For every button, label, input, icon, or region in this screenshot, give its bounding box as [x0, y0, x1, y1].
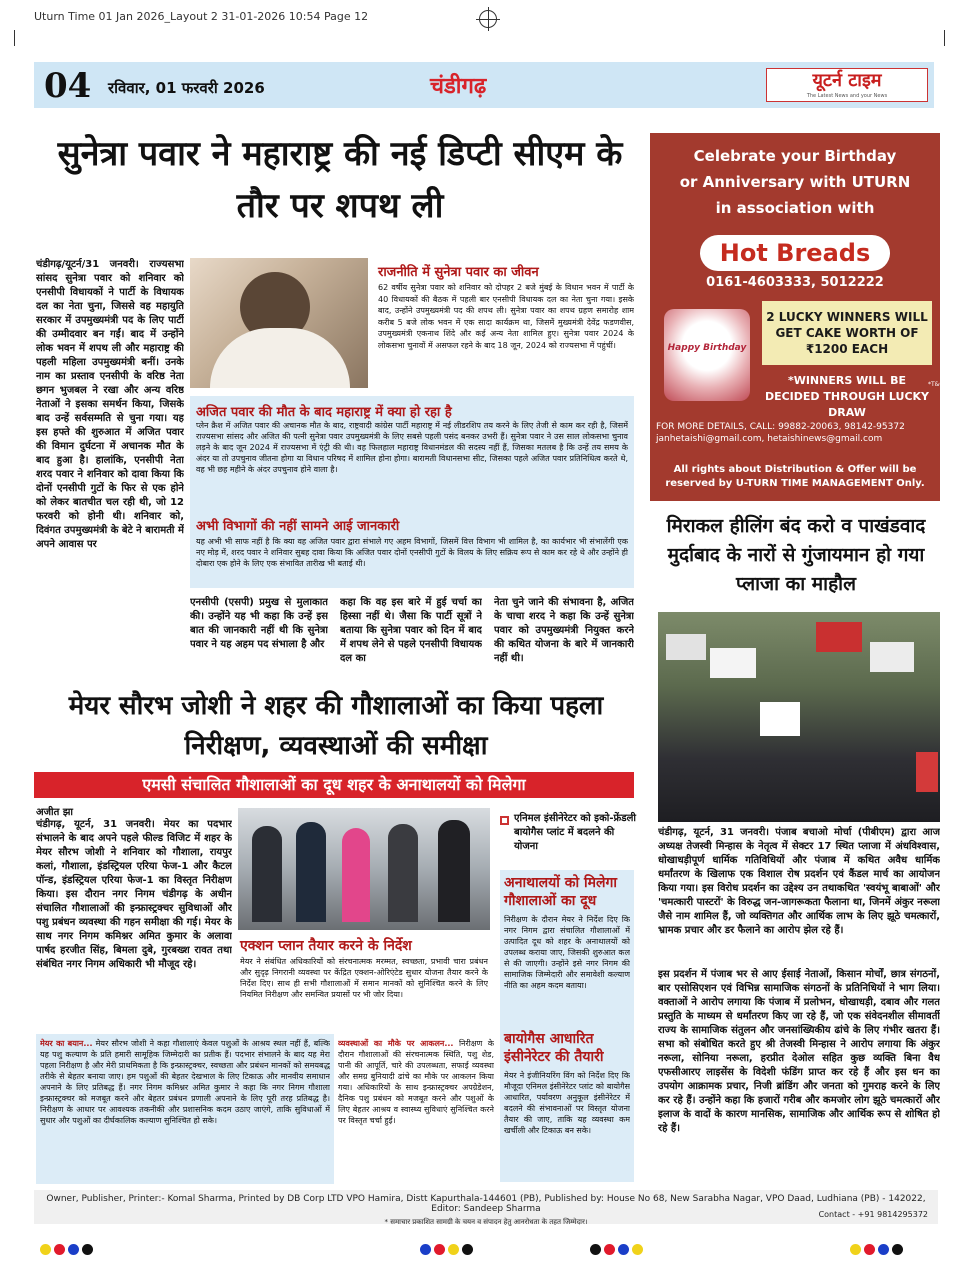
- person-silhouette-icon: [438, 820, 470, 922]
- hot-breads-ad[interactable]: [650, 133, 944, 501]
- protest-sign: [710, 648, 756, 678]
- biogas-head: बायोगैस आधारित इंसीनेरेटर की तैयारी: [504, 1031, 604, 1065]
- byline: अजीत झा: [36, 807, 73, 818]
- protest-sign: [916, 752, 938, 792]
- sunetra-photo: [190, 258, 368, 388]
- registration-dot-icon: [420, 1244, 431, 1255]
- cake-image: [664, 309, 750, 401]
- registration-dot-icon: [462, 1244, 473, 1255]
- footer-disclaimer: * समाचार प्रकाशित सामग्री के चयन व संपादन हेतु आनरोधता के तहत जिम्मेदार।: [384, 1218, 588, 1226]
- headline-miracle: मिराकल हीलिंग बंद करो व पाखंडवाद मुर्दाबाद के नारों से गुंजायमान हो गया प्लाजा का माहौल: [666, 515, 926, 595]
- subhead-action-plan: एक्शन प्लान तैयार करने के निर्देश: [240, 938, 412, 954]
- person-silhouette-icon: [252, 826, 282, 922]
- ad-rights: All rights about Distribution & Offer will be reserved by U-TURN TIME MANAGEMENT Only.: [665, 464, 925, 489]
- orphanage-text: निरीक्षण के दौरान मेयर ने निर्देश दिए कि नगर निगम द्वारा संचालित गौशालाओं में उत्पादित दूध को शहर के अनाथालयों को उपलब्ध कराया जाए, जिसकी शुरुआत कल से की जाएगी। उन्होंने इसे नगर निगम की सामाजिक जिम्मेदारी और समावेशी कल्याण नीति का अहम कदम बताया।: [504, 915, 630, 990]
- registration-dot-icon: [632, 1244, 643, 1255]
- protest-photo: [658, 612, 940, 822]
- headline-sunetra: सुनेत्रा पवार ने महाराष्ट्र की नई डिप्टी सीएम के तौर पर शपथ ली: [57, 134, 623, 226]
- logo-text: यूटर्न टाइम: [812, 70, 882, 91]
- protest-sign: [870, 642, 914, 672]
- registration-mark-icon: [479, 10, 497, 28]
- story1-column-1: [36, 258, 184, 686]
- masthead-logo: [766, 68, 928, 102]
- registration-dot-icon: [864, 1244, 875, 1255]
- registration-dot-icon: [434, 1244, 445, 1255]
- logo-tagline: The Latest News and your News: [806, 93, 888, 99]
- incinerator-box-head: एनिमल इंसीनेरेटर को इको-फ्रेंडली बायोगैस प्लांट में बदलने की योजना: [514, 813, 636, 852]
- action-plan-text: मेयर ने संबंधित अधिकारियों को संरचनात्मक मरम्मत, स्वच्छता, प्रभावी चारा प्रबंधन और सुदृढ़ निगरानी व्यवस्था पर केंद्रित एक्शन-ओरिएंटेड सुधार योजना तैयार करने के निर्देश दिए। साथ ही सभी गौशालाओं में समान मानकों को सुनिश्चित करने के लिए नियमित निरीक्षण और समन्वित प्रयासों पर भी जोर दिया।: [240, 957, 488, 999]
- page-number: 04: [44, 66, 92, 106]
- protest-sign: [760, 702, 800, 736]
- story1-text: चंडीगढ़/यूटर्न/31 जनवरी। राज्यसभा सांसद सुनेत्रा पवार को शनिवार को एनसीपी विधायकों ने पार्टी के विधायक दल का नेता चुना, जिससे वह महायुति सरकार में उपमुख्यमंत्री पद के लिए पार्टी की उम्मीदवार बन गईं। बाद में उन्होंने लोक भवन में शपथ ली और महाराष्ट्र की पहली महिला उपमुख्यमंत्री बनीं। उनके नाम का प्रस्ताव एनसीपी के वरिष्ठ नेता छगन भुजबल ने रखा और अन्य वरिष्ठ नेताओं ने इसका समर्थन किया, जिसके बाद उन्हें सर्वसम्मति से चुना गया। यह इस हफ्ते की शुरुआत में अजित पवार की विमान दुर्घटना में अचानक मौत के बाद हुआ है। हालांकि, एनसीपी नेता शरद पवार ने शनिवार को दावा किया कि दोनों एनसीपी गुटों के फिर से एक होने को लेकर बातचीत चल रही थी, जो 12 फरवरी को होनी थी। शनिवार को, दिवंगत उपमुख्यमंत्री के बेटे ने बारामती में अपने आवास पर: [36, 259, 184, 550]
- registration-mark-icon: [14, 30, 15, 46]
- ad-phone: 0161-4603333, 5012222: [706, 275, 884, 290]
- cake-label: Happy Birthday: [667, 343, 747, 353]
- political-life-text: 62 वर्षीय सुनेत्रा पवार को शनिवार को दोपहर 2 बजे मुंबई के विधान भवन में पार्टी के 40 विधायकों की बैठक में पहली बार एनसीपी विधायक दल का नेता चुना गया। इसके बाद, उन्होंने उपमुख्यमंत्री पद की शपथ ली। सुनेत्रा पवार का शपथ ग्रहण समारोह शाम करीब 5 बजे लोक भवन में एक सादा कार्यक्रम था, जिसमें मुख्यमंत्री देवेंद्र फडणवीस, उपमुख्यमंत्री एकनाथ शिंदे और कई अन्य नेता शामिल हुए। सुनेत्रा पवार 2024 के लोकसभा चुनावों में असफल रहने के बाद 18 जून, 2024 को राज्यसभा में पहुंचीं।: [378, 283, 634, 350]
- orphanage-head: अनाथालयों को मिलेगा गौशालाओं का दूध: [504, 875, 618, 909]
- story1-column-3: कहा कि वह इस बारे में हुई चर्चा का हिस्सा नहीं थे। जैसा कि पार्टी सूत्रों ने बताया कि सुनेत्रा पवार को दिन में बाद में शपथ लेने से पहले एनसीपी विधायक दल का: [340, 597, 482, 664]
- miracle-text-2: इस प्रदर्शन में पंजाब भर से आए ईसाई नेताओं, किसान मोर्चों, छात्र संगठनों, बार एसोसिएशन एवं विभिन्न सामाजिक संगठनों के प्रतिनिधियों ने भाग लिया। वक्ताओं ने आरोप लगाया कि पंजाब में प्रलोभन, धोखाधड़ी, दबाव और गलत प्रस्तुति के माध्यम से धर्मांतरण किए जा रहे हैं, जो एक संवेदनशील सीमावर्ती राज्य के सामाजिक संतुलन और जनसांख्यिकीय ढांचे के लिए गंभीर खतरा हैं। सभा को संबोधित करते हुए श्री तेजस्वी मिन्हास ने आरोप लगाया कि अंकुर नरूला, सोनिया नरूला, हरप्रीत देओल सहित कुछ व्यक्ति बिना वैध एफसीआरए लाइसेंस के विदेशी फंडिंग प्राप्त कर रहे हैं और इस धन का उपयोग आक्रामक प्रचार, निजी ब्रांडिंग और जनता को गुमराह करने के लिए कर रहे हैं। उन्होंने कहा कि हजारों गरीब और कमजोर लोग झूठे चमत्कारों और इलाज के वादों के कारण मानसिक, सामाजिक और आर्थिक रूप से शोषित हो रहे हैं।: [658, 969, 940, 1134]
- spot-assessment: [338, 1038, 494, 1182]
- mayor-photo: [238, 808, 490, 930]
- registration-dot-icon: [892, 1244, 903, 1255]
- protest-sign: [666, 634, 706, 660]
- footer-publisher: Owner, Publisher, Printer:- Komal Sharma, Printed by DB Corp LTD VPO Hamira, Distt Kapurthala-144601 (PB), Published by: House No 68, New Sarabha Nagar, VPO Daad, Ludhiana (PB) - 142022, Editor: Sandeep Sharma: [46, 1194, 926, 1214]
- mayor-statement-label: मेयर का बयान...: [40, 1039, 93, 1048]
- registration-dot-icon: [54, 1244, 65, 1255]
- ad-line-3: in association with: [715, 199, 875, 217]
- story1-column-2: एनसीपी (एसपी) प्रमुख से मुलाकात की। उन्होंने यह भी कहा कि उन्हें इस बात की जानकारी नहीं थी कि सुनेत्रा पवार ने यह अहम पद संभाला है और: [190, 597, 328, 650]
- registration-dot-icon: [40, 1244, 51, 1255]
- person-silhouette-icon: [296, 822, 326, 922]
- ad-contact: FOR MORE DETAILS, CALL: 99882-20063, 98142-95372 janhetaishi@gmail.com, hetaishinews@gmail.com: [656, 422, 905, 444]
- page-date: रविवार, 01 फरवरी 2026: [108, 79, 265, 97]
- ad-brand: Hot Breads: [700, 235, 890, 271]
- strap-orphanage: एमसी संचालित गौशालाओं का दूध शहर के अनाथालयों को मिलेगा: [34, 772, 634, 798]
- ad-line-2: or Anniversary with UTURN: [679, 173, 911, 191]
- mayor-statement-text: मेयर सौरभ जोशी ने कहा गौशालाएं केवल पशुओं के आश्रय स्थल नहीं हैं, बल्कि यह पशु कल्याण के प्रति हमारी सामूहिक जिम्मेदारी का प्रतीक हैं। पदभार संभालने के बाद यह मेरा पहला निरीक्षण है और मेरी प्राथमिकता है कि इन्फ्रास्ट्रक्चर, स्वच्छता और प्रबंधन मानकों को समयबद्ध तरीके से बेहतर बनाया जाए। हम पशुओं की बेहतर देखभाल के लिए टिकाऊ और मानवीय समाधान अपनाने के लिए प्रतिबद्ध हैं। नगर निगम कमिश्नर अमित कुमार ने कहा कि नगर निगम गौशाला इन्फ्रास्ट्रक्चर को मजबूत करने और बेहतर प्रबंधन प्रणाली अपनाने के लिए पूरी तरह प्रतिबद्ध है। निरीक्षण के आधार पर आवश्यक तकनीकी और प्रशासनिक कदम उठाए जाएंगे, ताकि सुविधाओं में सुधार और पशुओं का दीर्घकालिक कल्याण सुनिश्चित हो सके।: [40, 1039, 330, 1125]
- departments-text: यह अभी भी साफ नहीं है कि क्या वह अजित पवार द्वारा संभाले गए अहम विभागों, जिसमें वित्त विभाग भी शामिल है, का कार्यभार भी संभालेंगी एक नए मोड़ में, शरद पवार ने शनिवार सुबह दावा किया कि अजित पवार दोनों एनसीपी गुटों के विलय के लिए सक्रिय रूप से काम कर रहे थे और उन्होंने ही दोबारा एक होने के लिए एक संभावित तारीख भी बताई थी।: [196, 537, 628, 568]
- spot-assessment-label: व्यवस्थाओं का मौके पर आकलन...: [338, 1039, 454, 1048]
- color-registration-strip: [40, 1240, 96, 1259]
- registration-dot-icon: [850, 1244, 861, 1255]
- registration-dot-icon: [82, 1244, 93, 1255]
- shawl-shape: [210, 328, 350, 388]
- miracle-text-1: चंडीगढ़, यूटर्न, 31 जनवरी। पंजाब बचाओ मोर्चा (पीबीएम) द्वारा आज अध्यक्ष तेजस्वी मिन्हास के नेतृत्व में सेक्टर 17 स्थित प्लाजा में अंधविश्वास, धोखाधड़ीपूर्ण धार्मिक गतिविधियों और पंजाब में कथित अवैध धार्मिक धर्मांतरण के खिलाफ एक विशाल रोष प्रदर्शन एवं कैंडल मार्च का आयोजन किया गया। इस विरोध प्रदर्शन का उद्देश्य उन तथाकथित 'स्वयंभू बाबाओं' और 'चमत्कारी पास्टरों' के विरुद्ध जन-जागरूकता फैलाना था, जिनमें अंकुर नरूला जैसे नाम शामिल हैं, जो व्यक्तिगत और आर्थिक लाभ के लिए झूठे चमत्कारों, भ्रामक प्रचार और डर फैलाने का आरोप झेल रहे हैं।: [658, 827, 940, 936]
- registration-dot-icon: [604, 1244, 615, 1255]
- ad-tnc: *T&C: [928, 381, 944, 388]
- color-registration-strip: [850, 1240, 906, 1259]
- print-meta: Uturn Time 01 Jan 2026_Layout 2 31-01-2026 10:54 Page 12: [34, 10, 369, 23]
- registration-dot-icon: [68, 1244, 79, 1255]
- subhead-after-death: अजित पवार की मौत के बाद महाराष्ट्र में क्या हो रहा है: [196, 405, 452, 420]
- ad-lucky-winners: 2 LUCKY WINNERS WILL GET CAKE WORTH OF ₹1200 EACH: [762, 301, 932, 365]
- color-registration-strip: [590, 1240, 646, 1259]
- registration-dot-icon: [878, 1244, 889, 1255]
- section-city: चंडीगढ़: [430, 74, 487, 99]
- headline-mayor: मेयर सौरभ जोशी ने शहर की गौशालाओं का किया पहला निरीक्षण, व्यवस्थाओं की समीक्षा: [68, 691, 604, 761]
- registration-dot-icon: [448, 1244, 459, 1255]
- page-footer: [34, 1190, 938, 1224]
- biogas-text: मेयर ने इंजीनियरिंग विंग को निर्देश दिए कि मौजूदा एनिमल इंसीनेरेटर प्लांट को बायोगैस आधारित, पर्यावरण अनुकूल इंसीनेरेटर में बदलने की संभावनाओं पर विस्तृत योजना तैयार की जाए, ताकि यह व्यवस्था कम खर्चीली और टिकाऊ बन सके।: [504, 1071, 630, 1135]
- after-death-text: प्लेन क्रैश में अजित पवार की अचानक मौत के बाद, राष्ट्रवादी कांग्रेस पार्टी महाराष्ट्र में नई लीडरशिप तय करने के लिए तेजी से काम कर रही है, जिसमें राज्यसभा सांसद और अजित की पत्नी सुनेत्रा पवार उपमुख्यमंत्री के लिए सबसे पहली पसंद बनकर उभरी हैं। सुनेत्रा पवार ने उस साल लोकसभा चुनाव लड़ने के बाद जून 2024 में राज्यसभा में एंट्री की थी। वह फिलहाल महाराष्ट्र विधानमंडल की सदस्य नहीं हैं, जिसका मतलब है कि उन्हें तय समय के अंदर या तो उपचुनाव जीतना होगा या विधान परिषद में शामिल होना होगा। बारामती विधानसभा सीट, जिसका पहले अजित पवार प्रतिनिधित्व करते थे, वह भी छह महीने के अंदर उपचुनाव होने वाला है।: [196, 421, 628, 474]
- person-silhouette-icon: [388, 824, 418, 922]
- ad-decided: *WINNERS WILL BE DECIDED THROUGH LUCKY DRAW: [764, 374, 930, 419]
- protest-sign: [816, 622, 862, 652]
- mayor-column-1: चंडीगढ़, यूटर्न, 31 जनवरी। मेयर का पदभार संभालने के बाद अपने पहले फील्ड विजिट में शहर के मेयर सौरभ जोशी ने शनिवार को गौशाला, रायपुर कलां, गौशाला, इंडस्ट्रियल एरिया फेज-1 और कैटल पॉन्ड, इंडस्ट्रियल एरिया फेज-1 का विस्तृत निरीक्षण किया। इस दौरान नगर निगम चंडीगढ़ के अधीन संचालित गौशालाओं की इन्फ्रास्ट्रक्चर सुविधाओं और पशु प्रबंधन व्यवस्था की गहन समीक्षा की गई। मेयर के साथ नगर निगम कमिश्नर अमित कुमार के अलावा पार्षद हरजीत सिंह, बिमला दुबे, गुरबख्श रावत तथा संबंधित नगर निगम अधिकारी भी मौजूद रहे।: [36, 819, 232, 970]
- person-silhouette-icon: [342, 828, 370, 922]
- registration-dot-icon: [590, 1244, 601, 1255]
- subhead-departments: अभी विभागों की नहीं सामने आई जानकारी: [196, 519, 400, 534]
- ad-line-1: Celebrate your Birthday: [693, 147, 897, 165]
- mayor-statement: [40, 1038, 330, 1182]
- color-registration-strip: [420, 1240, 476, 1259]
- checkbox-icon: [500, 816, 509, 825]
- spot-assessment-text: निरीक्षण के दौरान गौशालाओं की संरचनात्मक स्थिति, पशु शेड, पानी की आपूर्ति, चारे की उपलब्धता, सफाई व्यवस्था और समग्र बुनियादी ढांचे का मौके पर आकलन किया गया। अधिकारियों के साथ इन्फ्रास्ट्रक्चर अपग्रेडेशन, दैनिक पशु प्रबंधन को मजबूत करने और पशुओं के लिए बेहतर आश्रय व स्वास्थ्य सुविधाएं सुनिश्चित करने पर विस्तृत चर्चा हुई।: [338, 1039, 494, 1125]
- registration-mark-icon: [944, 30, 945, 46]
- story1-column-4: नेता चुने जाने की संभावना है, अजित के चाचा शरद ने कहा कि उन्हें सुनेत्रा पवार को उपमुख्यमंत्री नियुक्त करने की कथित योजना के बारे में जानकारी नहीं थी।: [494, 597, 634, 664]
- registration-dot-icon: [618, 1244, 629, 1255]
- footer-contact: Contact - +91 9814295372: [818, 1210, 928, 1219]
- subhead-political-life: राजनीति में सुनेत्रा पवार का जीवन: [378, 265, 539, 280]
